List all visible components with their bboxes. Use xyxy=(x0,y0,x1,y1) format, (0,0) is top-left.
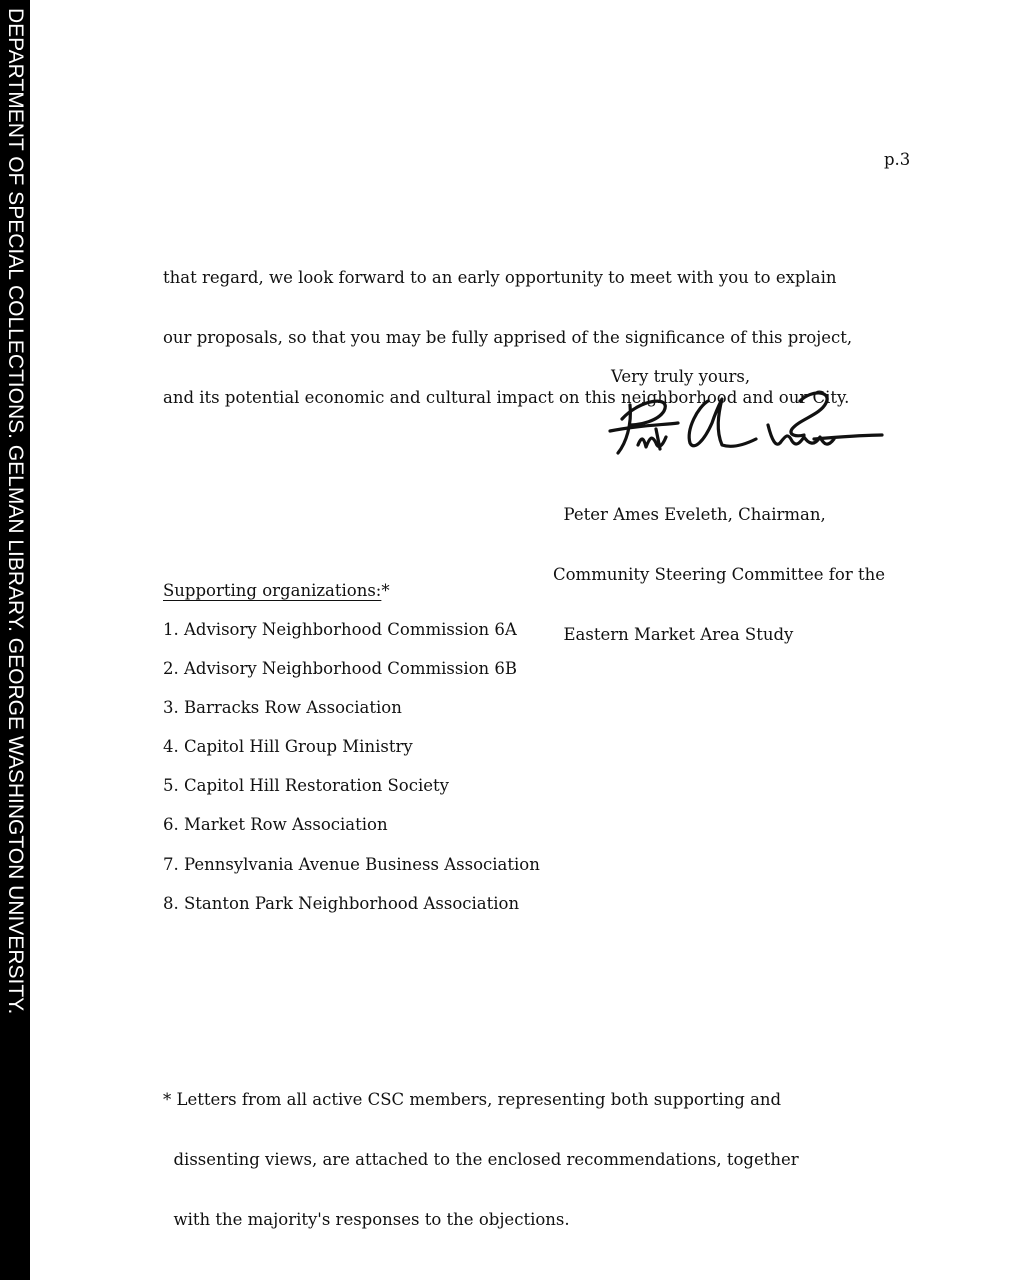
page-number: p.3 xyxy=(884,150,911,169)
body-line: and its potential economic and cultural impact on this neighborhood and our City. xyxy=(163,388,850,407)
list-item: 3. Barracks Row Association xyxy=(163,698,402,718)
list-item: 2. Advisory Neighborhood Commission 6B xyxy=(163,659,518,679)
list-item: 6. Market Row Association xyxy=(163,815,388,835)
list-item: 7. Pennsylvania Avenue Business Association xyxy=(163,854,540,874)
organizations-heading-text: Supporting organizations: xyxy=(163,581,382,600)
footnote-marker: * xyxy=(381,581,390,600)
closing-salutation: Very truly yours, xyxy=(611,367,751,386)
body-line: that regard, we look forward to an early opportunity to meet with you to explain xyxy=(163,268,837,287)
footnote-line: with the majority's responses to the objections. xyxy=(163,1210,570,1229)
handwritten-signature xyxy=(600,385,885,463)
footnote-line: dissenting views, are attached to the enclosed recommendations, together xyxy=(163,1150,799,1169)
footnote-line: * Letters from all active CSC members, representing both supporting and xyxy=(163,1090,782,1109)
signer-line: Eastern Market Area Study xyxy=(553,625,794,644)
signer-line: Community Steering Committee for the xyxy=(553,565,885,584)
body-line: our proposals, so that you may be fully apprised of the significance of this project, xyxy=(163,328,853,347)
archive-credit-text: DEPARTMENT OF SPECIAL COLLECTIONS. GELMAN LIBRARY. GEORGE WASHINGTON UNIVERSITY. xyxy=(4,8,27,1015)
signer-block xyxy=(553,465,885,685)
list-item: 8. Stanton Park Neighborhood Association xyxy=(163,893,520,913)
footnote xyxy=(163,1050,799,1270)
organizations-heading xyxy=(163,581,390,600)
list-item: 5. Capitol Hill Restoration Society xyxy=(163,776,449,796)
organizations-list xyxy=(163,620,540,933)
list-item: 1. Advisory Neighborhood Commission 6A xyxy=(163,620,517,639)
list-item: 4. Capitol Hill Group Ministry xyxy=(163,737,413,757)
signer-line: Peter Ames Eveleth, Chairman, xyxy=(553,505,826,524)
